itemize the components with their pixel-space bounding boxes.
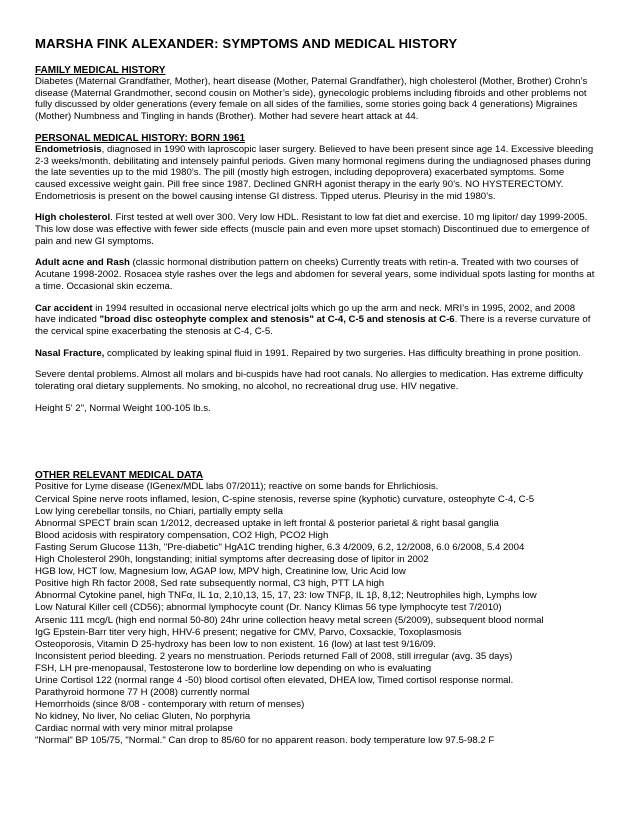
list-item: Inconsistent period bleeding. 2 years no menstruation. Periods returned Fall of 2008, still irregular (avg. 35 days) (35, 650, 513, 662)
car-accident-text: in 1994 resulted in occasional nerve electrical jolts which go up the arm and neck. MRI’s in 1995, 2002, and 2008 have indicated (35, 302, 576, 326)
document-title: MARSHA FINK ALEXANDER: SYMPTOMS AND MEDICAL HISTORY (35, 36, 458, 51)
acne-term: Adult acne and Rash (35, 257, 130, 269)
list-item: Positive high Rh factor 2008, Sed rate subsequently normal, C3 high, PTT LA high (35, 578, 385, 590)
family-history-section (35, 65, 595, 123)
list-item: "Normal" BP 105/75, "Normal." Can drop to 85/60 for no apparent reason. body temperature low 97.5-98.2 F (35, 735, 495, 747)
other-data-section (35, 470, 595, 747)
list-item: Fasting Serum Glucose 113h, "Pre-diabetic" HgA1C trending higher, 6.3 4/2009, 6.2, 12/2008, 6.0 6/2008, 5.4 2004 (35, 541, 525, 553)
list-item: Positive for Lyme disease (IGenex/MDL labs 07/2011); reactive on some bands for Ehrlichiosis. (35, 481, 439, 493)
personal-history-heading: PERSONAL MEDICAL HISTORY: BORN 1961 (35, 132, 246, 144)
endometriosis-text: , diagnosed in 1990 with laproscopic laser surgery. Believed to have been present since age 14. Excessive bleeding 2-3 weeks/month. debilitating and intensely painful periods. Given many hormonal regimens during the undiagnosed phases during the late seventies up to the mid 1980’s. The pill (mostly high estrogen, including depoprovera) exacerbated symptoms. Some caused excessive weight gain. Pill free since 1987. Declined GNRH agonist therapy in the early 90’s. NO HYSTERECTOMY. Endometriosis is present on the bowel causing intense GI distress. Tipped uterus. Pleurisy in the mid 1980’s. (35, 143, 594, 202)
list-item: No kidney, No liver, No celiac Gluten, No porphyria (35, 711, 251, 723)
list-item: Arsenic 111 mcg/L (high end normal 50-80) 24hr urine collection heavy metal screen (5/2009), subsequent blood normal (35, 614, 544, 626)
list-item: Abnormal SPECT brain scan 1/2012, decreased uptake in left frontal & posterior parietal & right basal ganglia (35, 517, 499, 529)
list-item: Blood acidosis with respiratory compensation, CO2 High, PCO2 High (35, 529, 329, 541)
cholesterol-term: High cholesterol (35, 212, 111, 224)
list-item: Osteoporosis, Vitamin D 25-hydroxy has been low to non existent. 16 (low) at last test 9/16/09. (35, 638, 436, 650)
car-accident-finding: "broad disc osteophyte complex and stenosis" at C-4, C-5 and stenosis at C-6 (99, 314, 455, 326)
list-item: High Cholesterol 290h, longstanding; initial symptoms after decreasing dose of lipitor in 2002 (35, 554, 429, 566)
list-item: Low Natural Killer cell (CD56); abnormal lymphocyte count (Dr. Nancy Klimas 56 type lymphocyte test 7/2010) (35, 602, 502, 614)
nasal-fracture-term: Nasal Fracture, (35, 347, 105, 359)
car-accident-text-end: . There is a reverse curvature of the cervical spine exacerbating the stenosis at C-4, C-5. (35, 314, 591, 337)
list-item: HGB low, HCT low, Magnesium low, AGAP low, MPV high, Creatinine low, Uric Acid low (35, 566, 406, 578)
cholesterol-text: . First tested at well over 300. Very low HDL. Resistant to low fat diet and exercise. 10 mg lipitor/ day 1999-2005. This low dose was effective with fewer side effects (muscle pain and even more upset stomach) Discontinued due to emergence of pain and new GI symptoms. (35, 212, 590, 247)
list-item: Hemorrhoids (since 8/08 - contemporary with return of menses) (35, 699, 305, 711)
car-accident-term: Car accident (35, 302, 93, 314)
family-history-text: Diabetes (Maternal Grandfather, Mother), heart disease (Mother, Paternal Grandfather), high cholesterol (Mother, Brother) Crohn’s disease (Maternal Grandmother, second cousin on Mother’s side), gynecologic problems including fibroids and other problems not fully discussed by older generations (every female on all sides of the families, some stories going back 4 generations) Migraines (Mother) Numbness and Tingling in hands (Brother). Mother had severe heart attack at 44. (35, 76, 588, 123)
endometriosis-paragraph (35, 144, 595, 203)
family-history-heading: FAMILY MEDICAL HISTORY (35, 65, 166, 76)
list-item: Abnormal Cytokine panel, high TNFα, IL 1α, 2,10,13, 15, 17, 23: low TNFβ, IL 1β, 8,12; Neutrophiles high, Lymphs low (35, 590, 537, 602)
dental-paragraph: Severe dental problems. Almost all molars and bi-cuspids have had root canals. No allergies to medication. Has extreme difficulty tolerating oral dietary supplements. No smoking, no alcohol, no recreational drug use. HIV negative. (35, 369, 584, 393)
list-item: Cardiac normal with very minor mitral prolapse (35, 723, 233, 735)
other-data-list (35, 481, 595, 747)
car-accident-paragraph (35, 303, 595, 338)
endometriosis-term: Endometriosis (35, 143, 102, 155)
list-item: Parathyroid hormone 77 H (2008) currently normal (35, 687, 250, 699)
height-weight: Height 5' 2", Normal Weight 100-105 lb.s. (35, 402, 211, 414)
list-item: IgG Epstein-Barr titer very high, HHV-6 present; negative for CMV, Parvo, Coxsackie, Toxoplasmosis (35, 626, 462, 638)
acne-paragraph (35, 257, 595, 292)
list-item: Cervical Spine nerve roots inflamed, lesion, C-spine stenosis, reverse spine (kyphotic) curvature, osteophyte C-4, C-5 (35, 493, 535, 505)
nasal-fracture-paragraph (35, 348, 595, 360)
personal-history-section (35, 133, 595, 415)
other-data-heading: OTHER RELEVANT MEDICAL DATA (35, 470, 204, 482)
cholesterol-paragraph (35, 212, 595, 247)
list-item: Low lying cerebellar tonsils, no Chiari, partially empty sella (35, 505, 283, 517)
list-item: Urine Cortisol 122 (normal range 4 -50) blood cortisol often elevated, DHEA low, Timed cortisol response normal. (35, 674, 514, 686)
acne-text: (classic hormonal distribution pattern on cheeks) Currently treats with retin-a. Treated with two courses of Acutane 1998-2002. Rosacea style rashes over the legs and abdomen for several years, some individual spots lasting for months at a time. Occasional skin eczema. (35, 257, 595, 292)
nasal-fracture-text: complicated by leaking spinal fluid in 1991. Repaired by two surgeries. Has difficulty breathing in prone position. (104, 347, 581, 359)
document-page (35, 36, 595, 748)
list-item: FSH, LH pre-menopausal, Testosterone low to borderline low depending on who is evaluating (35, 662, 432, 674)
